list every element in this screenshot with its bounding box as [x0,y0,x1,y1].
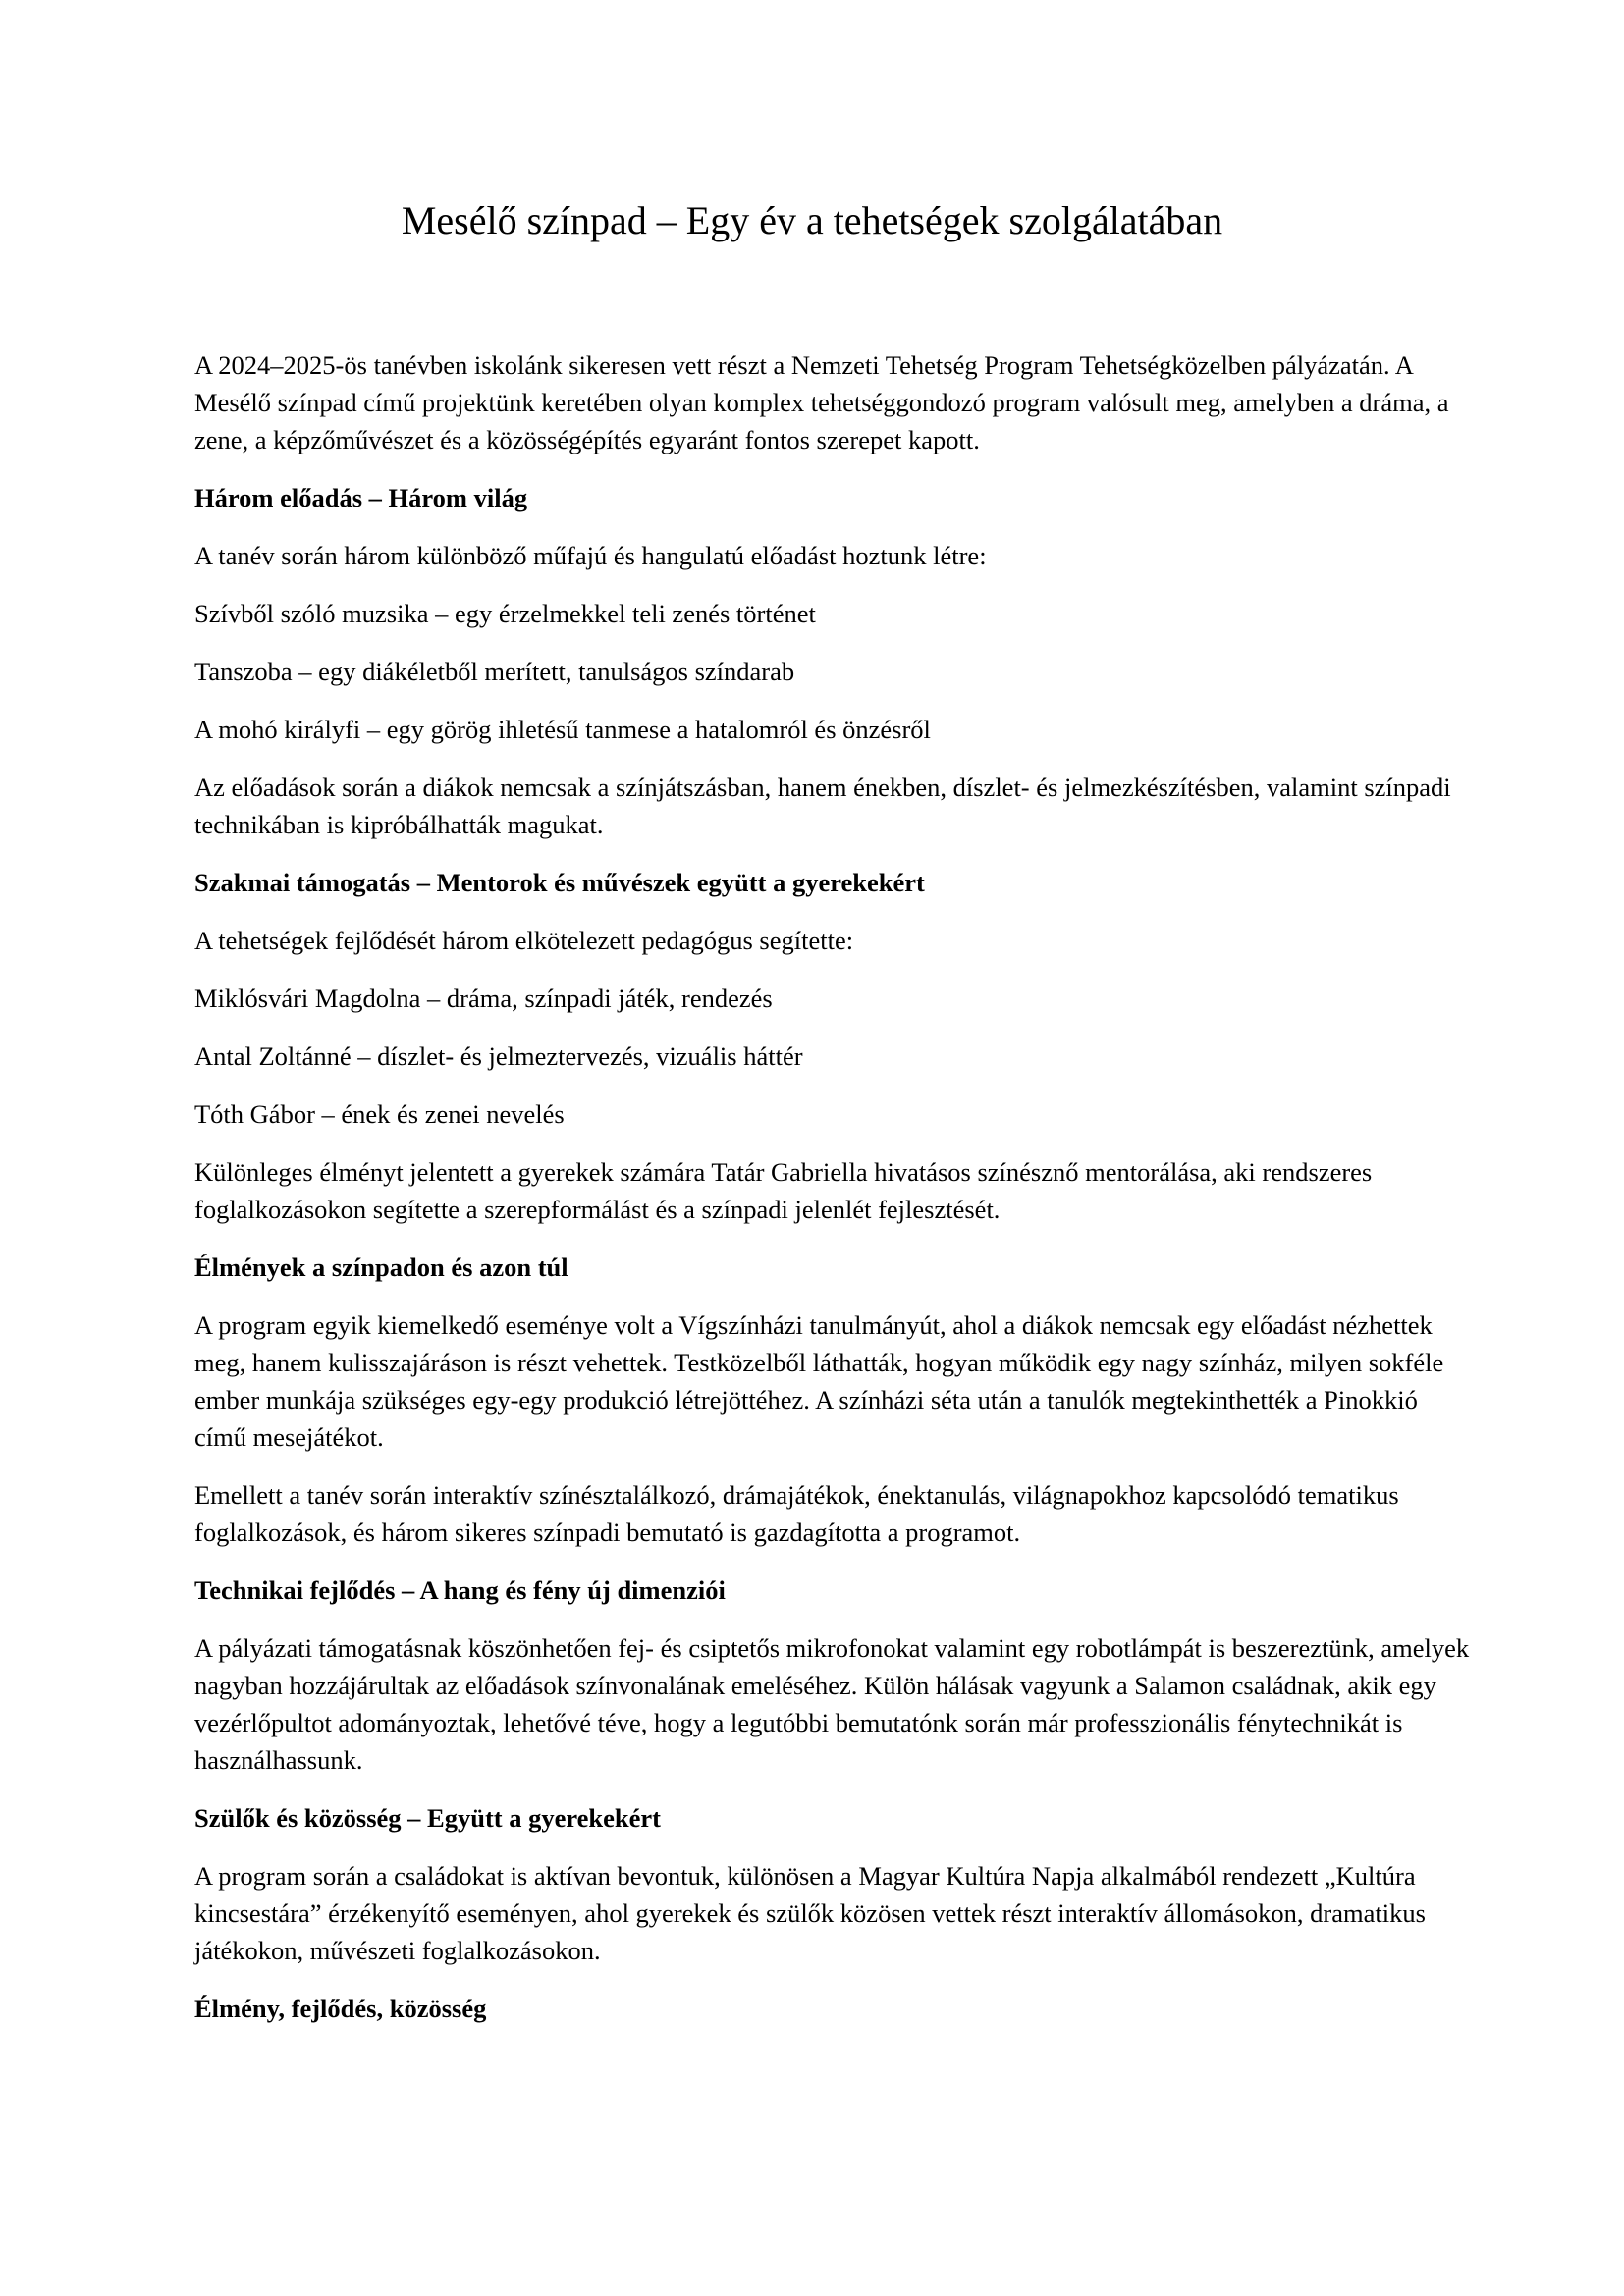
document-body [194,347,1471,2048]
experiences-paragraph: Emellett a tanév során interaktív színésztalálkozó, drámajátékok, énektanulás, világnapokhoz kapcsolódó tematikus foglalkozások, és három sikeres színpadi bemutató is gazdagította a programot. [194,1480,1399,1547]
section-heading-technical: Technikai fejlődés – A hang és fény új dimenziói [194,1575,726,1605]
mentor-item: Tóth Gábor – ének és zenei nevelés [194,1099,565,1129]
performance-item: Szívből szóló muzsika – egy érzelmekkel teli zenés történet [194,599,816,628]
section-heading-community: Szülők és közösség – Együtt a gyerekekért [194,1803,662,1833]
community-paragraph: A program során a családokat is aktívan bevontuk, különösen a Magyar Kultúra Napja alkalmából rendezett „Kultúra kincsestára” érzékenyítő eseményen, ahol gyerekek és szülők közösen vettek részt interaktív állomásokon, dramatikus játékokon, művészeti foglalkozásokon. [194,1861,1426,1965]
technical-paragraph: A pályázati támogatásnak köszönhetően fej- és csiptetős mikrofonokat valamint egy robotlámpát is beszereztünk, amelyek nagyban hozzájárultak az előadások színvonalának emeléséhez. Külön hálásak vagyunk a Salamon családnak, akik egy vezérlőpultot adományoztak, lehetővé téve, hogy a legutóbbi bemutatónk során már professzionális fénytechnikát is használhassunk. [194,1633,1470,1775]
intro-paragraph: A 2024–2025-ös tanévben iskolánk sikeresen vett részt a Nemzeti Tehetség Program Tehetségközelben pályázatán. A Mesélő színpad című projektünk keretében olyan komplex tehetséggondozó program valósult meg, amelyben a dráma, a zene, a képzőművészet és a közösségépítés egyaránt fontos szerepet kapott. [194,350,1449,454]
performances-lead: A tanév során három különböző műfajú és hangulatú előadást hoztunk létre: [194,541,987,570]
page-title: Mesélő színpad – Egy év a tehetségek szolgálatában [401,198,1223,242]
mentors-lead: A tehetségek fejlődését három elkötelezett pedagógus segítette: [194,926,854,955]
experiences-paragraph: A program egyik kiemelkedő eseménye volt a Vígszínházi tanulmányút, ahol a diákok nemcsak egy előadást nézhettek meg, hanem kulisszajáráson is részt vehettek. Testközelből láthatták, hogyan működik egy nagy színház, milyen sokféle ember munkája szükséges egy-egy produkció létrejöttéhez. A színházi séta után a tanulók megtekinthették a Pinokkió című mesejátékot. [194,1310,1444,1452]
section-heading-performances: Három előadás – Három világ [194,483,528,512]
performance-item: Tanszoba – egy diákéletből merített, tanulságos színdarab [194,657,795,686]
mentor-item: Antal Zoltánné – díszlet- és jelmeztervezés, vizuális háttér [194,1041,803,1071]
section-heading-mentors: Szakmai támogatás – Mentorok és művészek együtt a gyerekekért [194,868,925,897]
section-heading-final: Élmény, fejlődés, közösség [194,1994,487,2023]
mentors-closing: Különleges élményt jelentett a gyerekek számára Tatár Gabriella hivatásos színésznő mentorálása, aki rendszeres foglalkozásokon segítette a szerepformálást és a színpadi jelenlét fejlesztését. [194,1157,1373,1224]
section-heading-experiences: Élmények a színpadon és azon túl [194,1253,568,1282]
mentor-item: Miklósvári Magdolna – dráma, színpadi játék, rendezés [194,984,773,1013]
performances-closing: Az előadások során a diákok nemcsak a színjátszásban, hanem énekben, díszlet- és jelmezkészítésben, valamint színpadi technikában is kipróbálhatták magukat. [194,773,1451,839]
performance-item: A mohó királyfi – egy görög ihletésű tanmese a hatalomról és önzésről [194,715,931,744]
